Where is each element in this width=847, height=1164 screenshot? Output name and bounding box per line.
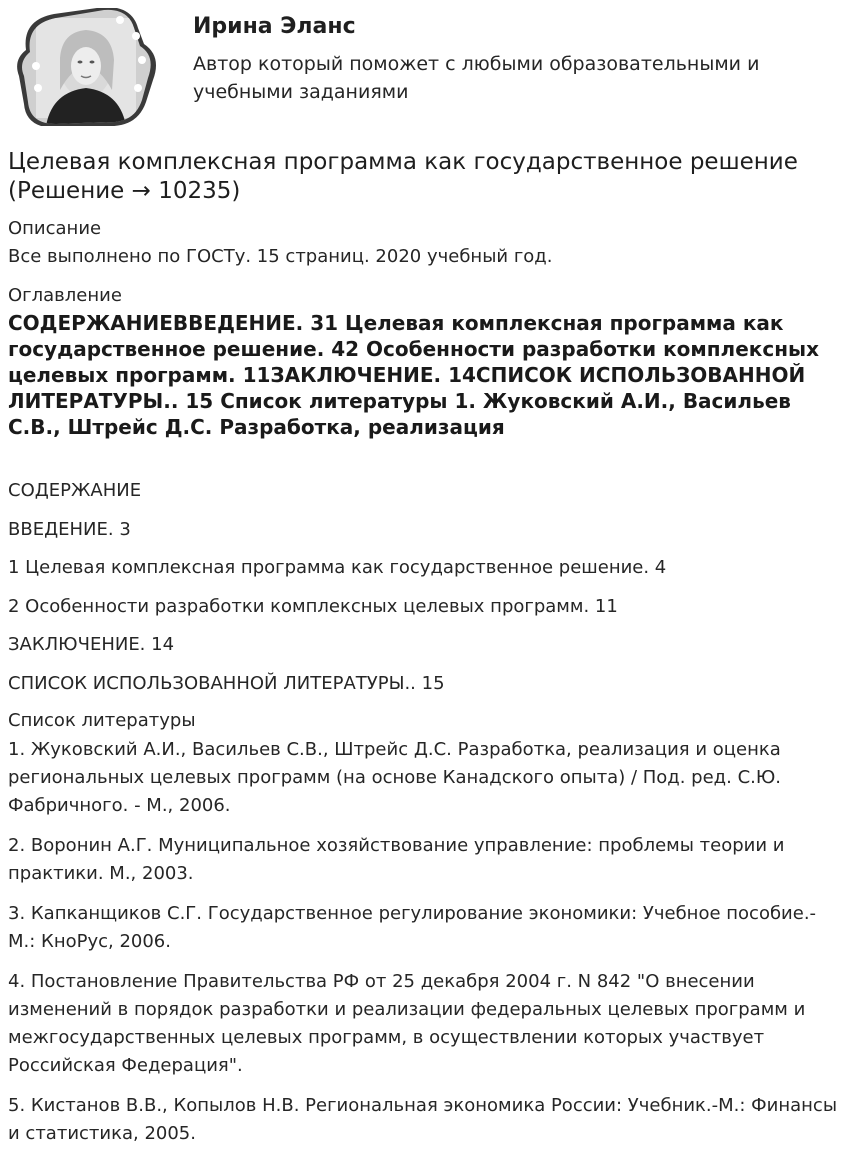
description-text: Все выполнено по ГОСТу. 15 страниц. 2020 учебный год.: [8, 246, 553, 267]
toc-summary: СОДЕРЖАНИЕВВЕДЕНИЕ. 31 Целевая комплексная программа как государственное решение. 42 Особенности разработки комплексных целевых программ. 11ЗАКЛЮЧЕНИЕ. 14СПИСОК ИСПОЛЬЗОВАННОЙ ЛИТЕРАТУРЫ.. 15 Список литературы 1. Жуковский А.И., Васильев С.В., Штрейс Д.С. Разработка, реализация: [8, 311, 820, 439]
toc-item: 2 Особенности разработки комплексных целевых программ. 11: [8, 595, 618, 617]
avatar-image: [16, 8, 158, 126]
author-card: [8, 0, 839, 128]
toc-list: [8, 478, 838, 709]
literature-item: 2. Воронин А.Г. Муниципальное хозяйствование управление: проблемы теории и практики. М., 2003.: [8, 835, 785, 884]
literature-item: 5. Кистанов В.В., Копылов Н.В. Региональная экономика России: Учебник.-М.: Финансы и статистика, 2005.: [8, 1095, 838, 1144]
literature-item: 4. Постановление Правительства РФ от 25 декабря 2004 г. N 842 "О внесении изменений в порядок разработки и реализации федеральных целевых программ и межгосударственных целевых программ, в осуществлении которых участвует Российская Федерация".: [8, 971, 806, 1076]
toc-item: СПИСОК ИСПОЛЬЗОВАННОЙ ЛИТЕРАТУРЫ.. 15: [8, 672, 445, 694]
literature-item: 1. Жуковский А.И., Васильев С.В., Штрейс Д.С. Разработка, реализация и оценка региональных целевых программ (на основе Канадского опыта) / Под. ред. С.Ю. Фабричного. - М., 2006.: [8, 739, 782, 816]
description-label: Описание: [8, 218, 102, 239]
avatar[interactable]: [16, 8, 158, 126]
toc-item: ЗАКЛЮЧЕНИЕ. 14: [8, 634, 175, 655]
author-description: Автор который поможет с любыми образовательными и учебными заданиями: [193, 53, 760, 103]
literature-list: [8, 736, 838, 1160]
literature-label: Список литературы: [8, 710, 196, 731]
author-name[interactable]: Ирина Эланс: [193, 14, 356, 39]
toc-label: Оглавление: [8, 285, 122, 306]
literature-item: 3. Капканщиков С.Г. Государственное регулирование экономики: Учебное пособие.-М.: КноРус, 2006.: [8, 903, 817, 952]
toc-item: ВВЕДЕНИЕ. 3: [8, 518, 131, 540]
page-title: Целевая комплексная программа как государственное решение (Решение → 10235): [8, 149, 798, 204]
toc-item: СОДЕРЖАНИЕ: [8, 480, 142, 501]
toc-item: 1 Целевая комплексная программа как государственное решение. 4: [8, 557, 667, 578]
